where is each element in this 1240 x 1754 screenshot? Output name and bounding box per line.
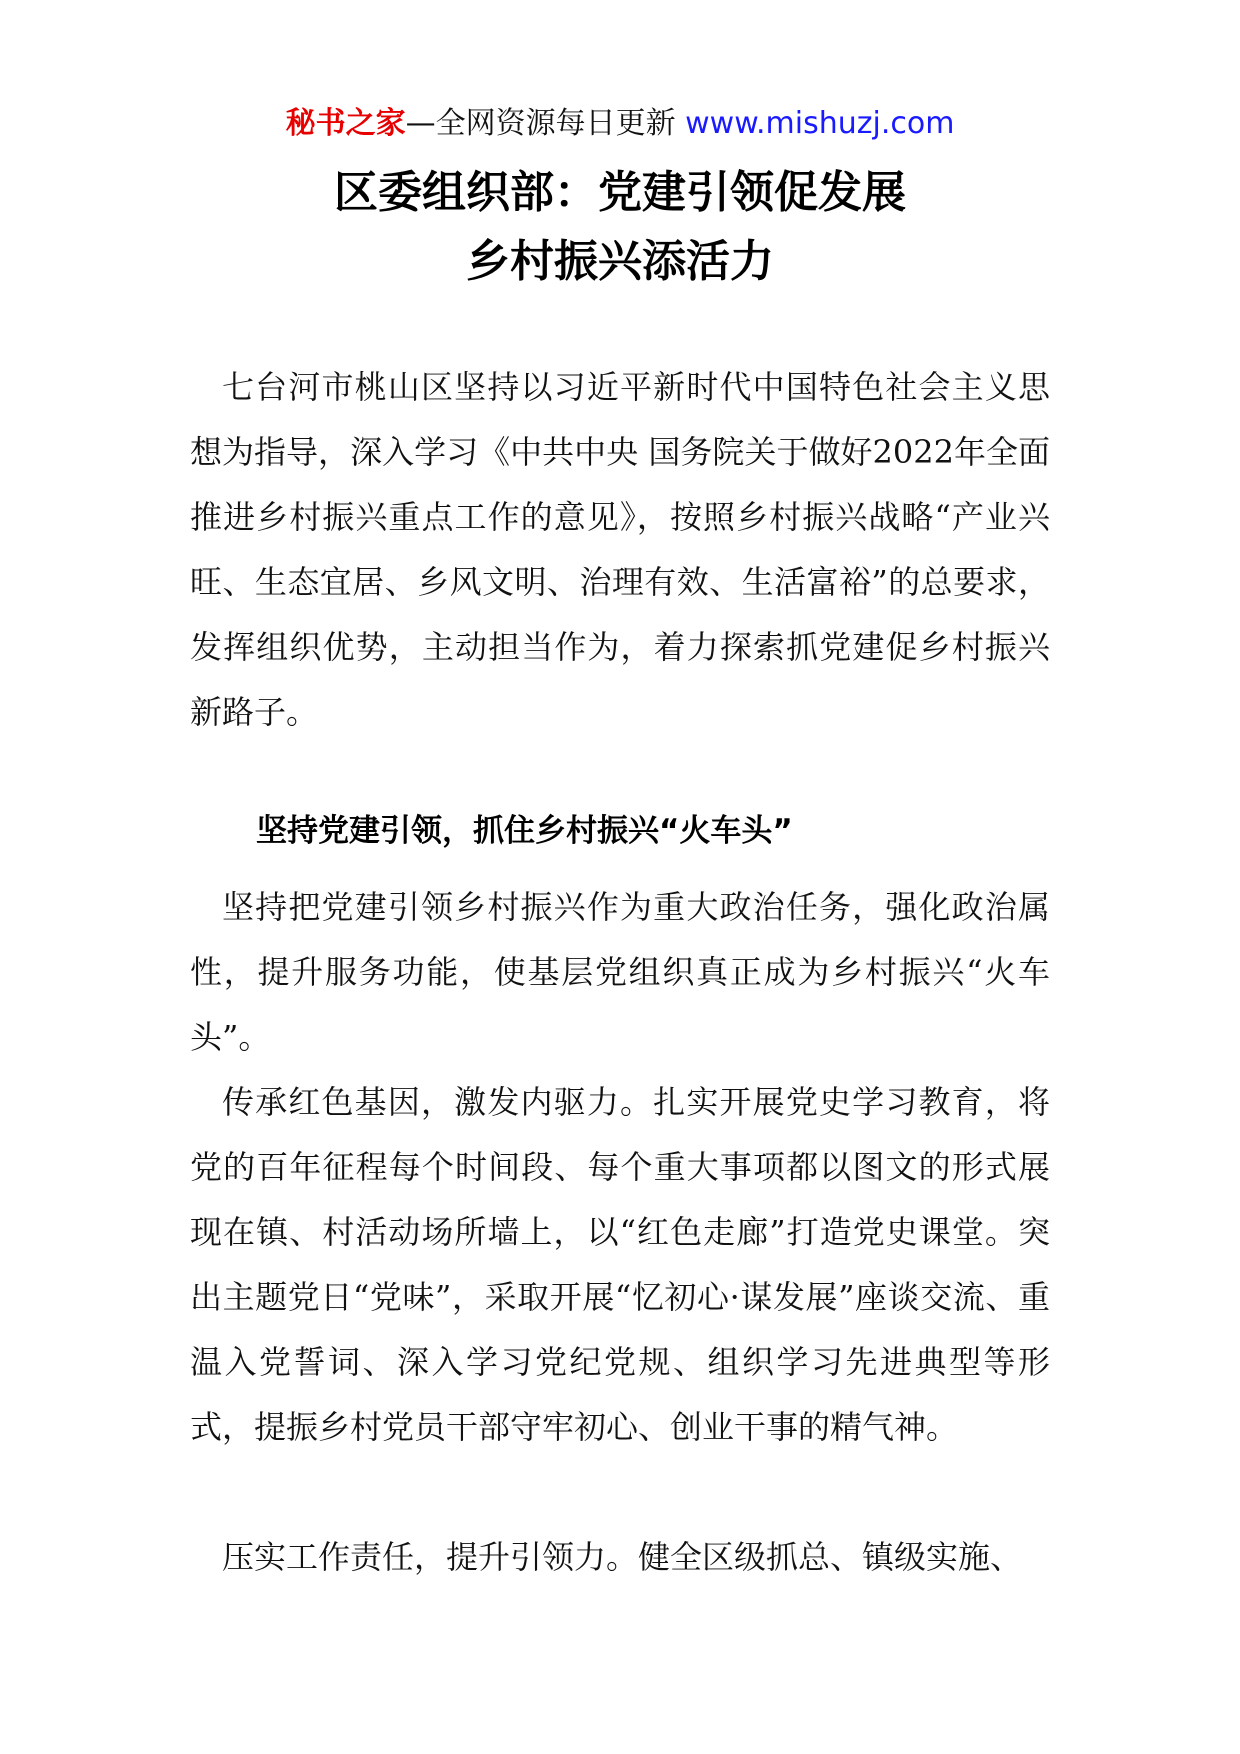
paragraph-section-intro: 坚持把党建引领乡村振兴作为重大政治任务，强化政治属性，提升服务功能，使基层党组织真正成为乡村振兴“火车头”。 bbox=[190, 888, 1050, 1056]
site-tagline: —全网资源每日更新 bbox=[405, 106, 686, 141]
paragraph-intro: 七台河市桃山区坚持以习近平新时代中国特色社会主义思想为指导，深入学习《中共中央 国务院关于做好2022年全面推进乡村振兴重点工作的意见》，按照乡村振兴战略“产业兴旺、生态宜居、乡风文明、治理有效、生活富裕”的总要求，发挥组织优势，主动担当作为，着力探索抓党建促乡村振兴新路子。 bbox=[190, 368, 1050, 731]
site-url-link[interactable]: www.mishuzj.com bbox=[685, 106, 955, 141]
document-title-line-2: 乡村振兴添活力 bbox=[466, 236, 774, 287]
site-header bbox=[0, 102, 1240, 146]
site-brand: 秘书之家 bbox=[285, 106, 406, 141]
document-title-line-1: 区委组织部：党建引领促发展 bbox=[334, 167, 906, 218]
section-heading: 坚持党建引领，抓住乡村振兴“火车头” bbox=[256, 813, 793, 849]
paragraph-responsibility: 压实工作责任，提升引领力。健全区级抓总、镇级实施、 bbox=[222, 1538, 1023, 1576]
paragraph-red-gene: 传承红色基因，激发内驱力。扎实开展党史学习教育，将党的百年征程每个时间段、每个重大事项都以图文的形式展现在镇、村活动场所墙上，以“红色走廊”打造党史课堂。突出主题党日“党味”，采取开展“忆初心·谋发展”座谈交流、重温入党誓词、深入学习党纪党规、组织学习先进典型等形式，提振乡村党员干部守牢初心、创业干事的精气神。 bbox=[190, 1083, 1050, 1446]
